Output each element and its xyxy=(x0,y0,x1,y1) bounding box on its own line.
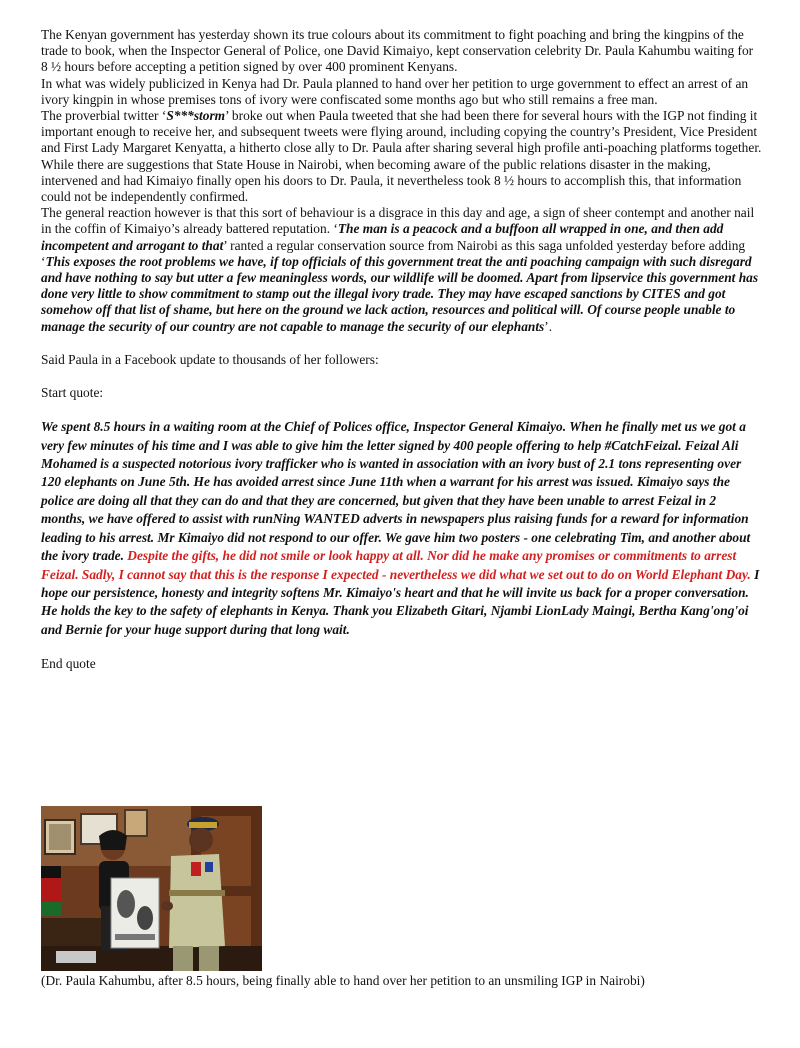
text-segment: The proverbial twitter ‘ xyxy=(41,108,167,124)
facebook-quote xyxy=(41,418,763,639)
quote-highlight: Despite the gifts, he did not smile or look happy at all. Nor did he make any promises or commitments to arrest Feizal. Sadly, I cannot say that this is the response I expected - nevertheless we did what we set out to do on World Elephant Day. xyxy=(41,548,751,582)
emphasis-quote: This exposes the root problems we have, if top officials of this government treat the anti poaching campaign with such disregard and have nothing to say but utter a few meaningless words, our wildlife will be doomed. Apart from lipservice this government has done very little to show commitment to stamp out the illegal ivory trade. They may have escaped sanctions by CITES and got somehow off that list of shame, but here on the ground we lack action, resources and political will. Of course people unable to manage the security of our country are not capable to manage the security of our elephants xyxy=(41,253,759,334)
text-segment: ’ broke out when Paula tweeted that she had been there for several hours with the IGP not finding it important enough to receive her, and subsequent tweets were flying around, including copying the country’s President, Vice President and First Lady Margaret Kenyatta, a hitherto close ally to Dr. Paula after sharing several high profile anti-poaching platforms together. xyxy=(41,108,762,156)
paragraph-state-house: While there are suggestions that State House in Nairobi, when becoming aware of the public relations disaster in the making, intervened and had Kimaiyo finally open his doors to Dr. Paula, it nevertheless took 8 ½ hours to accomplish this, that information could not be independently confirmed. xyxy=(41,156,742,205)
quote-text: We spent 8.5 hours in a waiting room at the Chief of Polices office, Inspector General Kimaiyo. When he finally met us we got a very few minutes of his time and I was able to give him the letter signed by 400 people offering to help #CatchFeizal. Feizal Ali Mohamed is a suspected notorious ivory trafficker who is wanted in association with an ivory bust of 2.1 tons representing over 120 elephants on June 5th. He has avoided arrest since June 11th when a warrant for his arrest was issued. Kimaiyo says the police are doing all that they can do and that they are concerned, but given that they have been unable to arrest Feizal in 2 months, we have offered to assist with runNing WANTED adverts in newspapers plus raising funds for a reward for information leading to his arrest. Mr Kimaiyo did not respond to our offer. We gave him two posters - one celebrating Tim, and another about the ivory trade. xyxy=(41,419,751,564)
emphasis-quote: The man is a peacock and a buffoon all wrapped in one, and then add incompetent and arrogant to that xyxy=(41,221,724,253)
end-quote-label: End quote xyxy=(41,656,96,672)
start-quote-label: Start quote: xyxy=(41,385,104,401)
paragraph-said: Said Paula in a Facebook update to thousands of her followers: xyxy=(41,351,379,367)
article-body xyxy=(41,27,763,672)
paragraph-intro: The Kenyan government has yesterday shown its true colours about its commitment to fight poaching and bring the kingpins of the trade to book, when the Inspector General of Police, one David Kimaiyo, kept conservation celebrity Dr. Paula Kahumbu waiting for 8 ½ hours before accepting a petition signed by over 400 prominent Kenyans. xyxy=(41,27,754,75)
petition-photo xyxy=(41,806,262,971)
paragraph-twitter xyxy=(41,108,763,157)
emphasis-text: S***storm xyxy=(166,108,226,124)
paragraph-reaction xyxy=(41,205,763,335)
text-segment: The general reaction however is that this sort of behaviour is a disgrace in this day and age, a sign of sheer contempt and another nail in the coffin of Kimaiyo’s already battered reputation. ‘ xyxy=(41,205,755,237)
paragraph-publicized: In what was widely publicized in Kenya had Dr. Paula planned to hand over her petition to urge government to effect an arrest of an ivory kingpin in whose premises tons of ivory were confiscated some months ago but who still remains a free man. xyxy=(41,75,749,107)
quote-text: I hope our persistence, honesty and integrity softens Mr. Kimaiyo's heart and that he will invite us back for a proper conversation. He holds the key to the safety of elephants in Kenya. Thank you Elizabeth Gitari, Njambi LionLady Maingi, Bertha Kang'ong'oi and Bernie for your huge support during that long wait. xyxy=(41,566,760,637)
text-segment: ’. xyxy=(544,318,553,334)
text-segment: ’ ranted a regular conservation source from Nairobi as this saga unfolded yesterday before adding ‘ xyxy=(41,237,746,269)
photo-caption: (Dr. Paula Kahumbu, after 8.5 hours, being finally able to hand over her petition to an unsmiling IGP in Nairobi) xyxy=(41,973,645,988)
